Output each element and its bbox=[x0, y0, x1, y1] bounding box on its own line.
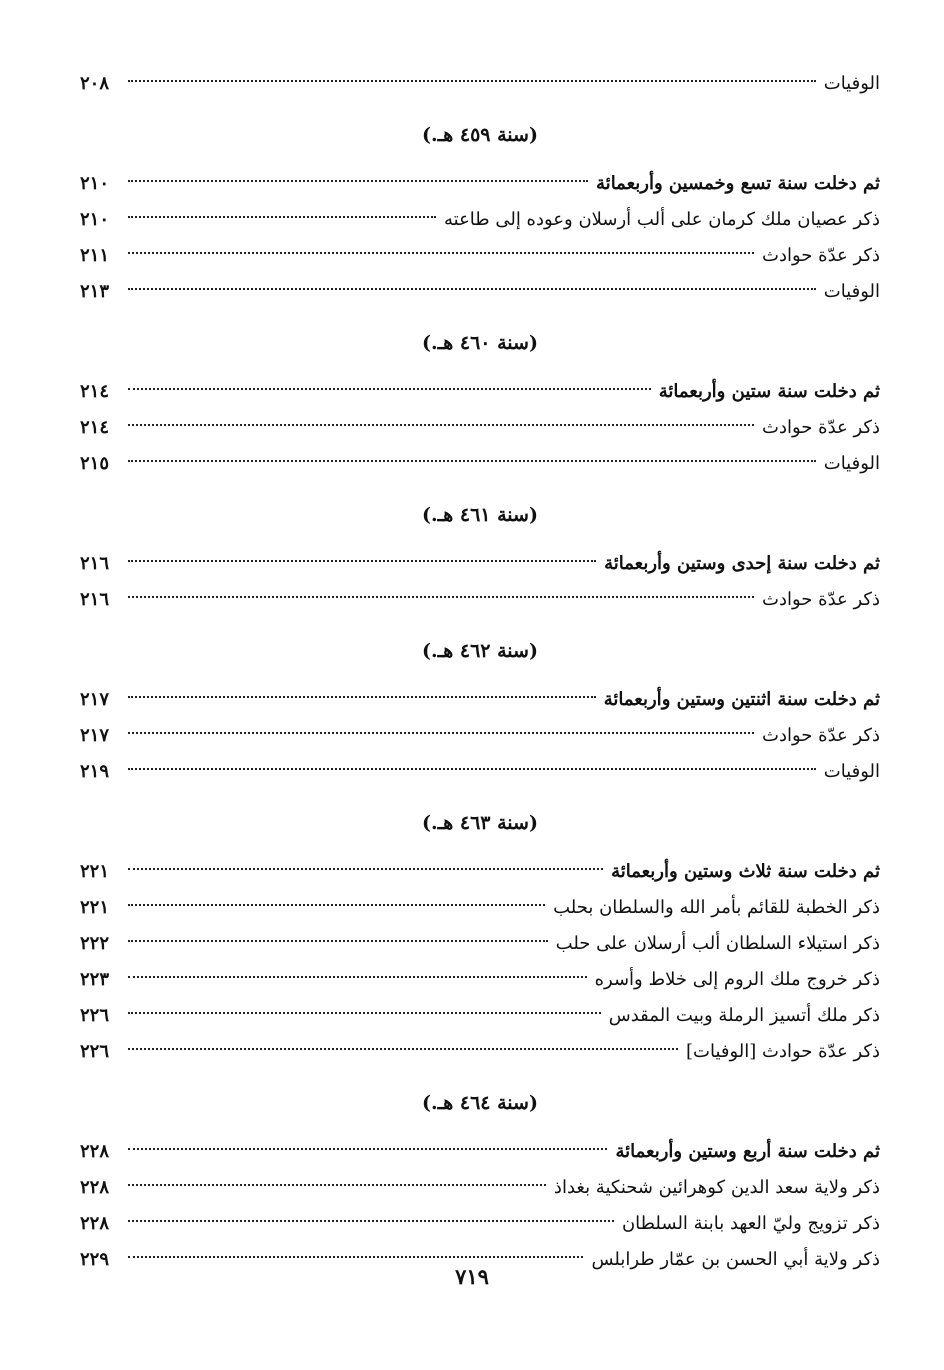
entry-page-number: ٢١٩ bbox=[80, 761, 110, 782]
entry-page-number: ٢٢٨ bbox=[80, 1213, 110, 1234]
toc-entry bbox=[80, 410, 880, 446]
entry-title: ذكر خروج ملك الروم إلى خلاط وأسره bbox=[594, 969, 880, 990]
toc-entry bbox=[80, 1170, 880, 1206]
entry-page-number: ٢١٦ bbox=[80, 589, 110, 610]
year-heading: (سنة ٤٦٣ هـ.) bbox=[422, 812, 538, 834]
dot-leader bbox=[128, 424, 754, 426]
toc-entry bbox=[80, 66, 880, 102]
dot-leader bbox=[128, 1148, 607, 1150]
toc-entry bbox=[80, 1034, 880, 1070]
table-of-contents bbox=[80, 66, 880, 1278]
entry-title: الوفيات bbox=[823, 73, 880, 94]
entry-title: ذكر تزويج وليّ العهد بابنة السلطان bbox=[621, 1213, 880, 1234]
dot-leader bbox=[128, 388, 651, 390]
entry-page-number: ٢٢١ bbox=[80, 861, 110, 882]
entry-title: ذكر عدّة حوادث [الوفيات] bbox=[686, 1041, 880, 1062]
toc-entry bbox=[80, 718, 880, 754]
toc-entry bbox=[80, 926, 880, 962]
toc-entry bbox=[80, 962, 880, 998]
dot-leader bbox=[128, 460, 816, 462]
entry-title: ذكر استيلاء السلطان ألب أرسلان على حلب bbox=[555, 933, 880, 954]
entry-title: ذكر عصيان ملك كرمان على ألب أرسلان وعوده إلى طاعته bbox=[443, 209, 880, 230]
toc-entry bbox=[80, 202, 880, 238]
year-heading: (سنة ٤٦١ هـ.) bbox=[422, 504, 538, 526]
toc-entry bbox=[80, 546, 880, 582]
dot-leader bbox=[128, 560, 596, 562]
year-heading: (سنة ٤٦٠ هـ.) bbox=[422, 332, 538, 354]
toc-entry bbox=[80, 238, 880, 274]
dot-leader bbox=[128, 596, 754, 598]
dot-leader bbox=[128, 940, 548, 942]
toc-entry bbox=[80, 998, 880, 1034]
dot-leader bbox=[128, 732, 754, 734]
entry-page-number: ٢١١ bbox=[80, 245, 110, 266]
entry-title: ثم دخلت سنة إحدى وستين وأربعمائة bbox=[604, 553, 880, 574]
dot-leader bbox=[128, 1012, 601, 1014]
toc-entry bbox=[80, 446, 880, 482]
entry-page-number: ٢٢٨ bbox=[80, 1177, 110, 1198]
entry-page-number: ٢١٧ bbox=[80, 725, 110, 746]
entry-page-number: ٢١٣ bbox=[80, 281, 110, 302]
dot-leader bbox=[128, 1256, 583, 1258]
entry-title: ذكر الخطبة للقائم بأمر الله والسلطان بحلب bbox=[553, 897, 880, 918]
dot-leader bbox=[128, 768, 816, 770]
entry-page-number: ٢٢٦ bbox=[80, 1041, 110, 1062]
entry-title: ذكر عدّة حوادث bbox=[762, 589, 880, 610]
entry-title: الوفيات bbox=[823, 761, 880, 782]
entry-title: ثم دخلت سنة اثنتين وستين وأربعمائة bbox=[603, 689, 880, 710]
year-heading: (سنة ٤٦٤ هـ.) bbox=[422, 1092, 538, 1114]
entry-title: ذكر ولاية سعد الدين كوهرائين شحنكية بغداذ bbox=[553, 1177, 880, 1198]
dot-leader bbox=[128, 80, 816, 82]
entry-page-number: ٢٢٦ bbox=[80, 1005, 110, 1026]
dot-leader bbox=[128, 696, 596, 698]
dot-leader bbox=[128, 904, 545, 906]
entry-page-number: ٢١٤ bbox=[80, 381, 110, 402]
entry-title: ثم دخلت سنة ستين وأربعمائة bbox=[658, 381, 880, 402]
entry-title: ذكر عدّة حوادث bbox=[762, 417, 880, 438]
dot-leader bbox=[128, 252, 754, 254]
entry-title: ثم دخلت سنة أربع وستين وأربعمائة bbox=[615, 1141, 880, 1162]
dot-leader bbox=[128, 976, 587, 978]
toc-entry bbox=[80, 1206, 880, 1242]
entry-page-number: ٢٢٢ bbox=[80, 933, 110, 954]
entry-page-number: ٢٢٩ bbox=[80, 1249, 110, 1270]
entry-page-number: ٢١٠ bbox=[80, 209, 110, 230]
entry-title: ثم دخلت سنة ثلاث وستين وأربعمائة bbox=[611, 861, 880, 882]
entry-page-number: ٢١٧ bbox=[80, 689, 110, 710]
dot-leader bbox=[128, 1184, 546, 1186]
entry-page-number: ٢١٤ bbox=[80, 417, 110, 438]
toc-entry bbox=[80, 374, 880, 410]
toc-entry bbox=[80, 1134, 880, 1170]
dot-leader bbox=[128, 868, 603, 870]
entry-page-number: ٢١٠ bbox=[80, 173, 110, 194]
page-number: ٧١٩ bbox=[455, 1264, 489, 1289]
dot-leader bbox=[128, 288, 816, 290]
entry-page-number: ٢٢١ bbox=[80, 897, 110, 918]
entry-title: ذكر ملك أتسيز الرملة وبيت المقدس bbox=[608, 1005, 880, 1026]
dot-leader bbox=[128, 216, 436, 218]
toc-entry bbox=[80, 854, 880, 890]
entry-page-number: ٢٠٨ bbox=[80, 73, 110, 94]
entry-title: الوفيات bbox=[823, 453, 880, 474]
toc-entry bbox=[80, 682, 880, 718]
toc-entry bbox=[80, 582, 880, 618]
entry-page-number: ٢١٥ bbox=[80, 453, 110, 474]
toc-entry bbox=[80, 890, 880, 926]
dot-leader bbox=[128, 1220, 614, 1222]
toc-entry bbox=[80, 754, 880, 790]
dot-leader bbox=[128, 180, 588, 182]
entry-page-number: ٢٢٣ bbox=[80, 969, 110, 990]
entry-page-number: ٢١٦ bbox=[80, 553, 110, 574]
entry-page-number: ٢٢٨ bbox=[80, 1141, 110, 1162]
dot-leader bbox=[128, 1048, 678, 1050]
entry-title: ثم دخلت سنة تسع وخمسين وأربعمائة bbox=[596, 173, 880, 194]
toc-entry bbox=[80, 166, 880, 202]
entry-title: ذكر ولاية أبي الحسن بن عمّار طرابلس bbox=[591, 1249, 880, 1270]
entry-title: الوفيات bbox=[823, 281, 880, 302]
entry-title: ذكر عدّة حوادث bbox=[762, 725, 880, 746]
entry-title: ذكر عدّة حوادث bbox=[762, 245, 880, 266]
toc-entry bbox=[80, 274, 880, 310]
year-heading: (سنة ٤٦٢ هـ.) bbox=[422, 640, 538, 662]
year-heading: (سنة ٤٥٩ هـ.) bbox=[422, 124, 538, 146]
